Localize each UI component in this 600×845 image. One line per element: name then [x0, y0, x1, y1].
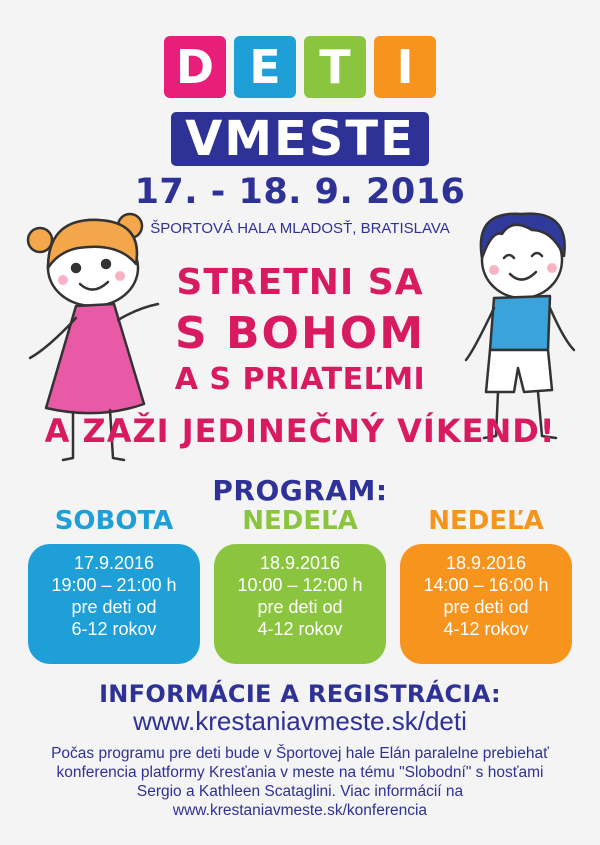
card-time: 10:00 – 12:00 h — [237, 575, 363, 595]
logo-tile-t: T — [304, 36, 366, 98]
conference-link[interactable]: www.krestaniavmeste.sk/konferencia — [172, 802, 428, 819]
card-date: 17.9.2016 — [73, 553, 155, 573]
card-time: 19:00 – 21:00 h — [51, 575, 177, 595]
day-label-saturday: SOBOTA — [54, 506, 174, 536]
info-title: INFORMÁCIE A REGISTRÁCIA: — [99, 680, 501, 708]
registration-link[interactable]: www.krestaniavmeste.sk/deti — [133, 706, 467, 736]
logo-deti — [0, 36, 600, 98]
slogan-line-4: A ZAŽI JEDINEČNÝ VÍKEND! — [44, 412, 556, 450]
slogan-line-1: STRETNI SA — [176, 262, 424, 303]
card-age: 4-12 rokov — [443, 619, 529, 639]
logo-tile-d: D — [164, 36, 226, 98]
program-card-sunday-morning — [214, 544, 386, 664]
conference-note — [20, 744, 580, 820]
logo-tile-i: I — [374, 36, 436, 98]
program-card-sunday-afternoon — [400, 544, 572, 664]
note-line: Počas programu pre deti bude v Športovej hale Elán paralelne prebiehať — [51, 745, 549, 762]
card-age: 6-12 rokov — [71, 619, 157, 639]
note-line: Sergio a Kathleen Scataglini. Viac informácií na — [136, 783, 464, 800]
card-audience: pre deti od — [71, 597, 157, 617]
card-date: 18.9.2016 — [445, 553, 527, 573]
logo-vmeste: VMESTE — [171, 112, 429, 166]
logo-tile-e: E — [234, 36, 296, 98]
card-time: 14:00 – 16:00 h — [423, 575, 549, 595]
event-venue: ŠPORTOVÁ HALA MLADOSŤ, BRATISLAVA — [150, 220, 450, 237]
slogan-line-2: S BOHOM — [175, 308, 425, 359]
card-date: 18.9.2016 — [259, 553, 341, 573]
card-audience: pre deti od — [443, 597, 529, 617]
note-line: konferencia platformy Kresťania v meste na tému "Slobodní" s hosťami — [56, 764, 544, 781]
slogan-line-3: A S PRIATEĽMI — [174, 362, 426, 397]
event-dates: 17. - 18. 9. 2016 — [134, 172, 466, 212]
program-title: PROGRAM: — [212, 474, 388, 507]
day-label-sunday-afternoon: NEDEĽA — [428, 506, 544, 536]
program-card-saturday — [28, 544, 200, 664]
day-label-sunday-morning: NEDEĽA — [242, 506, 358, 536]
card-audience: pre deti od — [257, 597, 343, 617]
card-age: 4-12 rokov — [257, 619, 343, 639]
